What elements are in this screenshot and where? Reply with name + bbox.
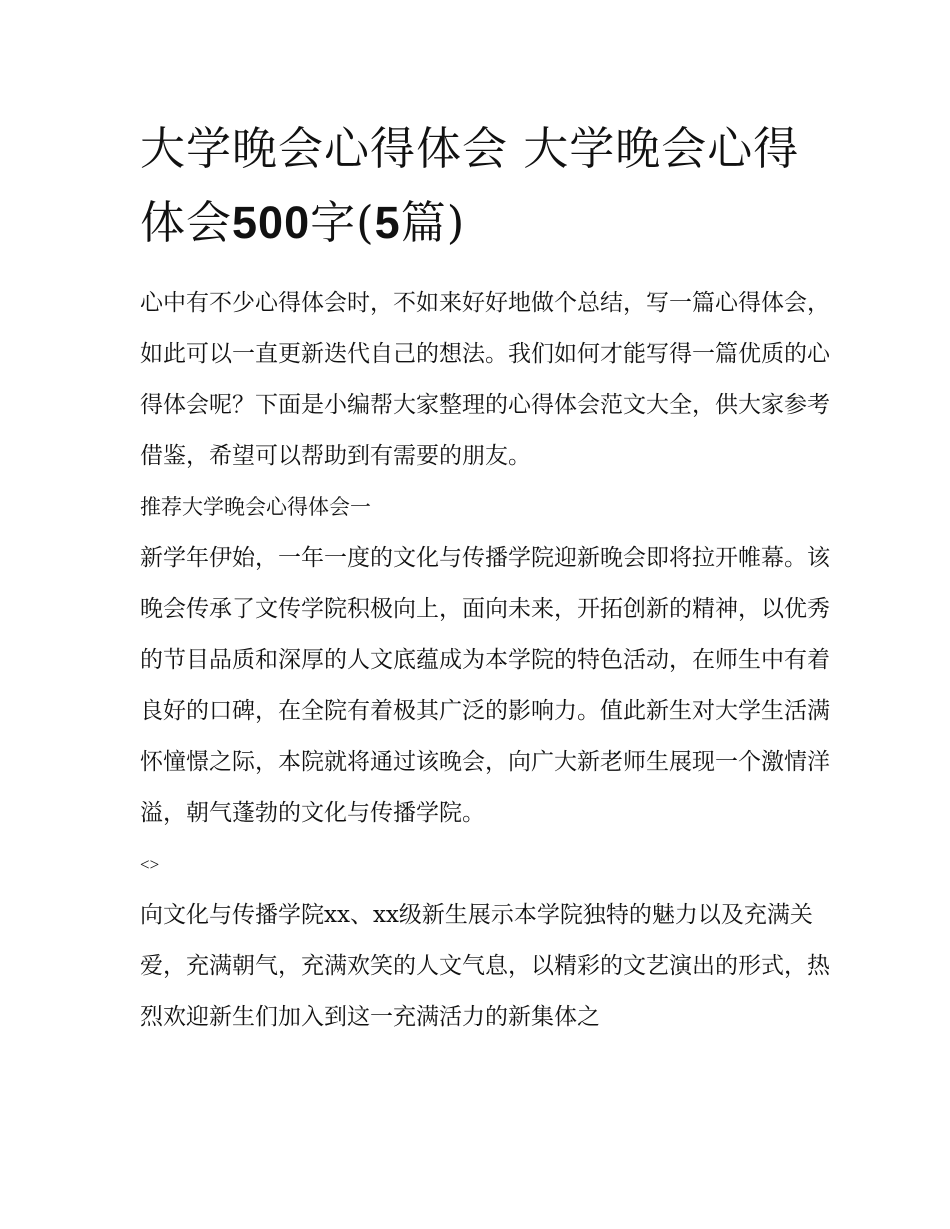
title-text-part2: 字( bbox=[310, 196, 375, 249]
title-text-part3: 篇) bbox=[400, 196, 466, 249]
document-page bbox=[140, 112, 830, 1043]
section-paragraph-1: 新学年伊始，一年一度的文化与传播学院迎新晚会即将拉开帷幕。该晚会传承了文传学院积极向上，面向未来，开拓创新的精神，以优秀的节目品质和深厚的人文底蕴成为本学院的特色活动，在师生中有着良好的口碑，在全院有着极其广泛的影响力。值此新生对大学生活满怀憧憬之际，本院就将通过该晚会，向广大新老师生展现一个激情洋溢，朝气蓬勃的文化与传播学院。 bbox=[140, 545, 830, 826]
section-paragraph-2: 向文化与传播学院xx、xx级新生展示本学院独特的魅力以及充满关爱，充满朝气，充满欢笑的人文气息，以精彩的文艺演出的形式，热烈欢迎新生们加入到这一充满活力的新集体之 bbox=[140, 902, 830, 1030]
title-count: 5 bbox=[374, 197, 401, 248]
section-marker: <> bbox=[140, 855, 160, 874]
document-body bbox=[140, 278, 830, 1043]
intro-paragraph: 心中有不少心得体会时，不如来好好地做个总结，写一篇心得体会，如此可以一直更新迭代自己的想法。我们如何才能写得一篇优质的心得体会呢？下面是小编帮大家整理的心得体会范文大全，供大家参考借鉴，希望可以帮助到有需要的朋友。 bbox=[140, 290, 830, 469]
section-heading: 推荐大学晚会心得体会一 bbox=[140, 495, 371, 519]
document-title bbox=[140, 112, 830, 260]
title-number: 500 bbox=[232, 197, 311, 248]
title-text-part1: 大学晚会心得体会 大学晚会心得体会 bbox=[140, 122, 800, 249]
